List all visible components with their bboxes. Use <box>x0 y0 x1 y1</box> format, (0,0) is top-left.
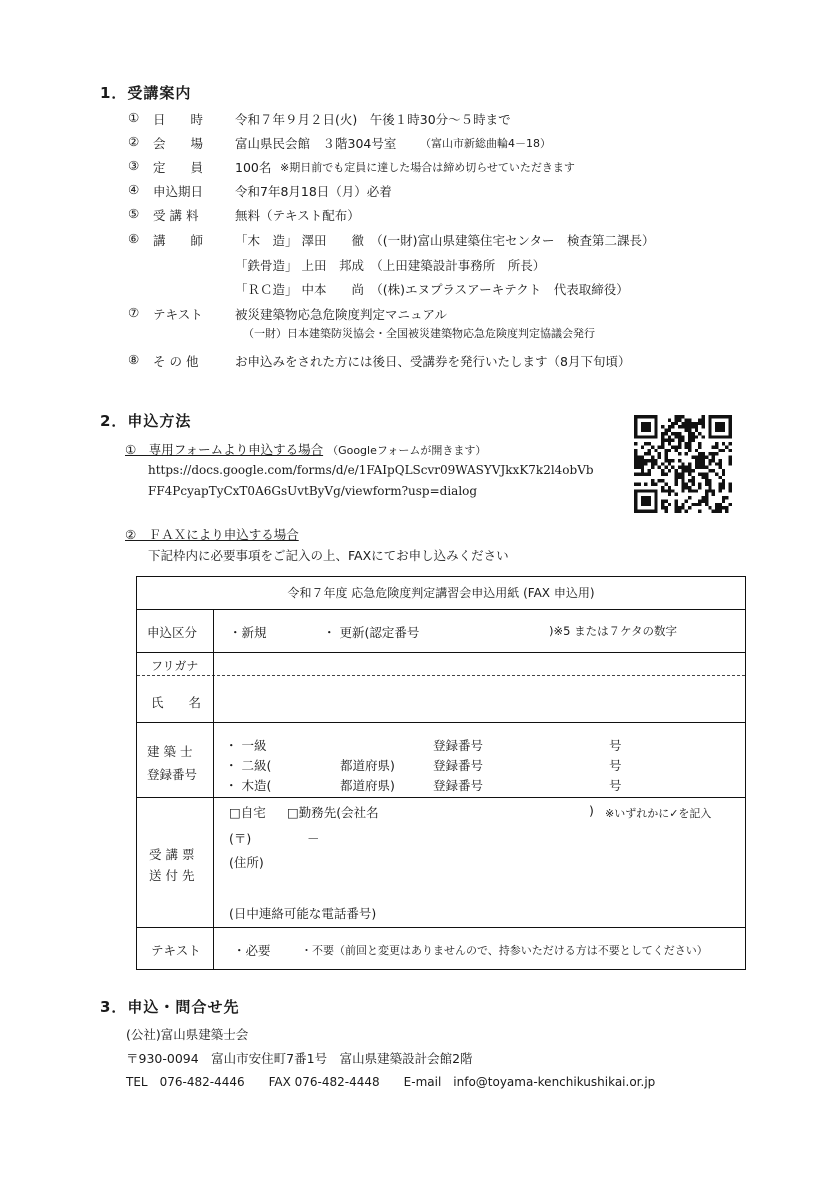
item-number: ② <box>128 134 140 149</box>
text-need-option[interactable]: ・必要 <box>233 943 271 958</box>
furigana-field[interactable] <box>217 654 737 674</box>
item-label: 講 師 <box>153 233 204 248</box>
ticket-label-2: 送 付 先 <box>149 868 195 883</box>
section-3-title: 3．申込・問合せ先 <box>100 998 240 1016</box>
item-value: お申込みをされた方には後日、受講券を発行いたします（8月下旬頃） <box>235 354 631 369</box>
architect-label-2: 登録番号 <box>147 767 198 782</box>
reg-label-3: 登録番号 <box>433 778 484 793</box>
pref-2: 都道府県) <box>340 758 395 773</box>
item-value: 令和７年９月２日(火) 午後１時30分～５時まで <box>235 112 511 127</box>
guide-item <box>0 110 840 132</box>
item-label: 申込期日 <box>153 184 204 199</box>
item-note: （富山市新総曲輪4－18） <box>420 137 551 150</box>
item-note: ※期日前でも定員に達した場合は締め切らせていただきます <box>280 161 575 174</box>
method-2-label: ② ＦＡＸにより申込する場合 <box>125 527 299 542</box>
item-value: 無料（テキスト配布） <box>235 208 360 223</box>
guide-item <box>0 280 840 302</box>
guide-item <box>0 182 840 204</box>
item-number: ④ <box>128 182 140 197</box>
guide-item <box>0 158 840 180</box>
method-1 <box>125 440 486 458</box>
item-value: 富山県民会館 ３階304号室 <box>235 136 397 151</box>
kubun-new-option[interactable]: ・新規 <box>229 625 267 640</box>
item-value: 「鉄骨造」 上田 邦成 （上田建築設計事務所 所長） <box>235 258 546 273</box>
org-name: (公社)富山県建築士会 <box>126 1027 249 1042</box>
kubun-note: )※5 または７ケタの数字 <box>549 624 678 638</box>
ticket-label-1: 受 講 票 <box>149 847 195 862</box>
qr-code <box>634 415 732 513</box>
kubun-label: 申込区分 <box>147 625 198 640</box>
reg-label-1: 登録番号 <box>433 738 484 753</box>
method-2-desc: 下記枠内に必要事項をご記入の上、FAXにてお申し込みください <box>148 548 509 563</box>
section-1-title: 1．受講案内 <box>100 84 192 102</box>
fax-form-table <box>136 576 746 970</box>
item-number: ① <box>128 110 140 125</box>
work-close-paren: ) <box>589 803 594 818</box>
item-number: ⑦ <box>128 305 140 320</box>
item-value: （一財）日本建築防災協会・全国被災建築物応急危険度判定協議会発行 <box>243 327 595 340</box>
grade-1[interactable]: ・ 一級 <box>225 738 267 753</box>
item-number: ⑤ <box>128 206 140 221</box>
go-1: 号 <box>609 738 622 753</box>
grade-3[interactable]: ・ 木造( <box>225 778 272 793</box>
method-1-label: ① 専用フォームより申込する場合 <box>125 442 324 457</box>
form-url-line1[interactable]: https://docs.google.com/forms/d/e/1FAIpQLScvr09WASYVJkxK7k2l4obVb <box>148 463 594 477</box>
form-url-line2[interactable]: FF4PcyapTyCxT0A6GsUvtByVg/viewform?usp=dialog <box>148 484 478 498</box>
item-label: そ の 他 <box>153 354 199 369</box>
method-1-note: （Googleフォームが開きます） <box>327 444 487 457</box>
item-number: ⑥ <box>128 231 140 246</box>
item-label: テキスト <box>153 307 203 322</box>
pref-3: 都道府県) <box>340 778 395 793</box>
item-value: 被災建築物応急危険度判定マニュアル <box>235 307 448 322</box>
guide-item <box>0 134 840 156</box>
org-address: 〒930-0094 富山市安住町7番1号 富山県建築設計会館2階 <box>126 1051 473 1066</box>
work-checkbox[interactable]: □勤務先(会社名 <box>287 805 379 820</box>
grade-2[interactable]: ・ 二級( <box>225 758 272 773</box>
home-checkbox[interactable]: □自宅 <box>229 805 266 820</box>
guide-item <box>0 231 840 253</box>
item-value: 「ＲＣ造」 中本 尚 （(株)エヌプラスアーキテクト 代表取締役） <box>235 282 629 297</box>
method-2 <box>125 525 299 543</box>
text-noneed-option[interactable]: ・不要（前回と変更はありませんので、持参いただける方は不要としてください） <box>301 944 708 957</box>
item-label: 会 場 <box>153 136 204 151</box>
address-label: (住所) <box>229 855 264 870</box>
guide-item <box>0 256 840 278</box>
phone-label: (日中連絡可能な電話番号) <box>229 906 377 921</box>
guide-item <box>0 305 840 327</box>
guide-item <box>0 325 840 347</box>
reg-label-2: 登録番号 <box>433 758 484 773</box>
item-label: 日 時 <box>153 112 204 127</box>
kubun-renew-option[interactable]: ・ 更新(認定番号 <box>323 625 420 640</box>
guide-item <box>0 206 840 228</box>
text-label: テキスト <box>151 943 201 958</box>
item-label: 受 講 料 <box>153 208 199 223</box>
check-note: ※いずれかに✓を記入 <box>605 807 712 820</box>
item-value: 100名 <box>235 160 272 175</box>
architect-label-1: 建 築 士 <box>147 744 193 759</box>
furigana-label: フリガナ <box>151 659 199 673</box>
postal-label: (〒) <box>229 831 252 846</box>
postal-dash: － <box>307 831 320 846</box>
go-2: 号 <box>609 758 622 773</box>
item-value: 令和7年8月18日（月）必着 <box>235 184 392 199</box>
name-label: 氏 名 <box>151 695 202 710</box>
guide-item <box>0 352 840 374</box>
name-field[interactable] <box>217 679 737 719</box>
section-2-title: 2．申込方法 <box>100 412 192 430</box>
item-number: ③ <box>128 158 140 173</box>
go-3: 号 <box>609 778 622 793</box>
item-label: 定 員 <box>153 160 204 175</box>
item-value: 「木 造」 澤田 徹 （(一財)富山県建築住宅センター 検査第二課長） <box>235 233 655 248</box>
org-contact: TEL 076-482-4446 FAX 076-482-4448 E-mail info@toyama-kenchikushikai.or.jp <box>126 1075 656 1089</box>
item-number: ⑧ <box>128 352 140 367</box>
form-title: 令和７年度 応急危険度判定講習会申込用紙 (FAX 申込用) <box>287 586 595 600</box>
